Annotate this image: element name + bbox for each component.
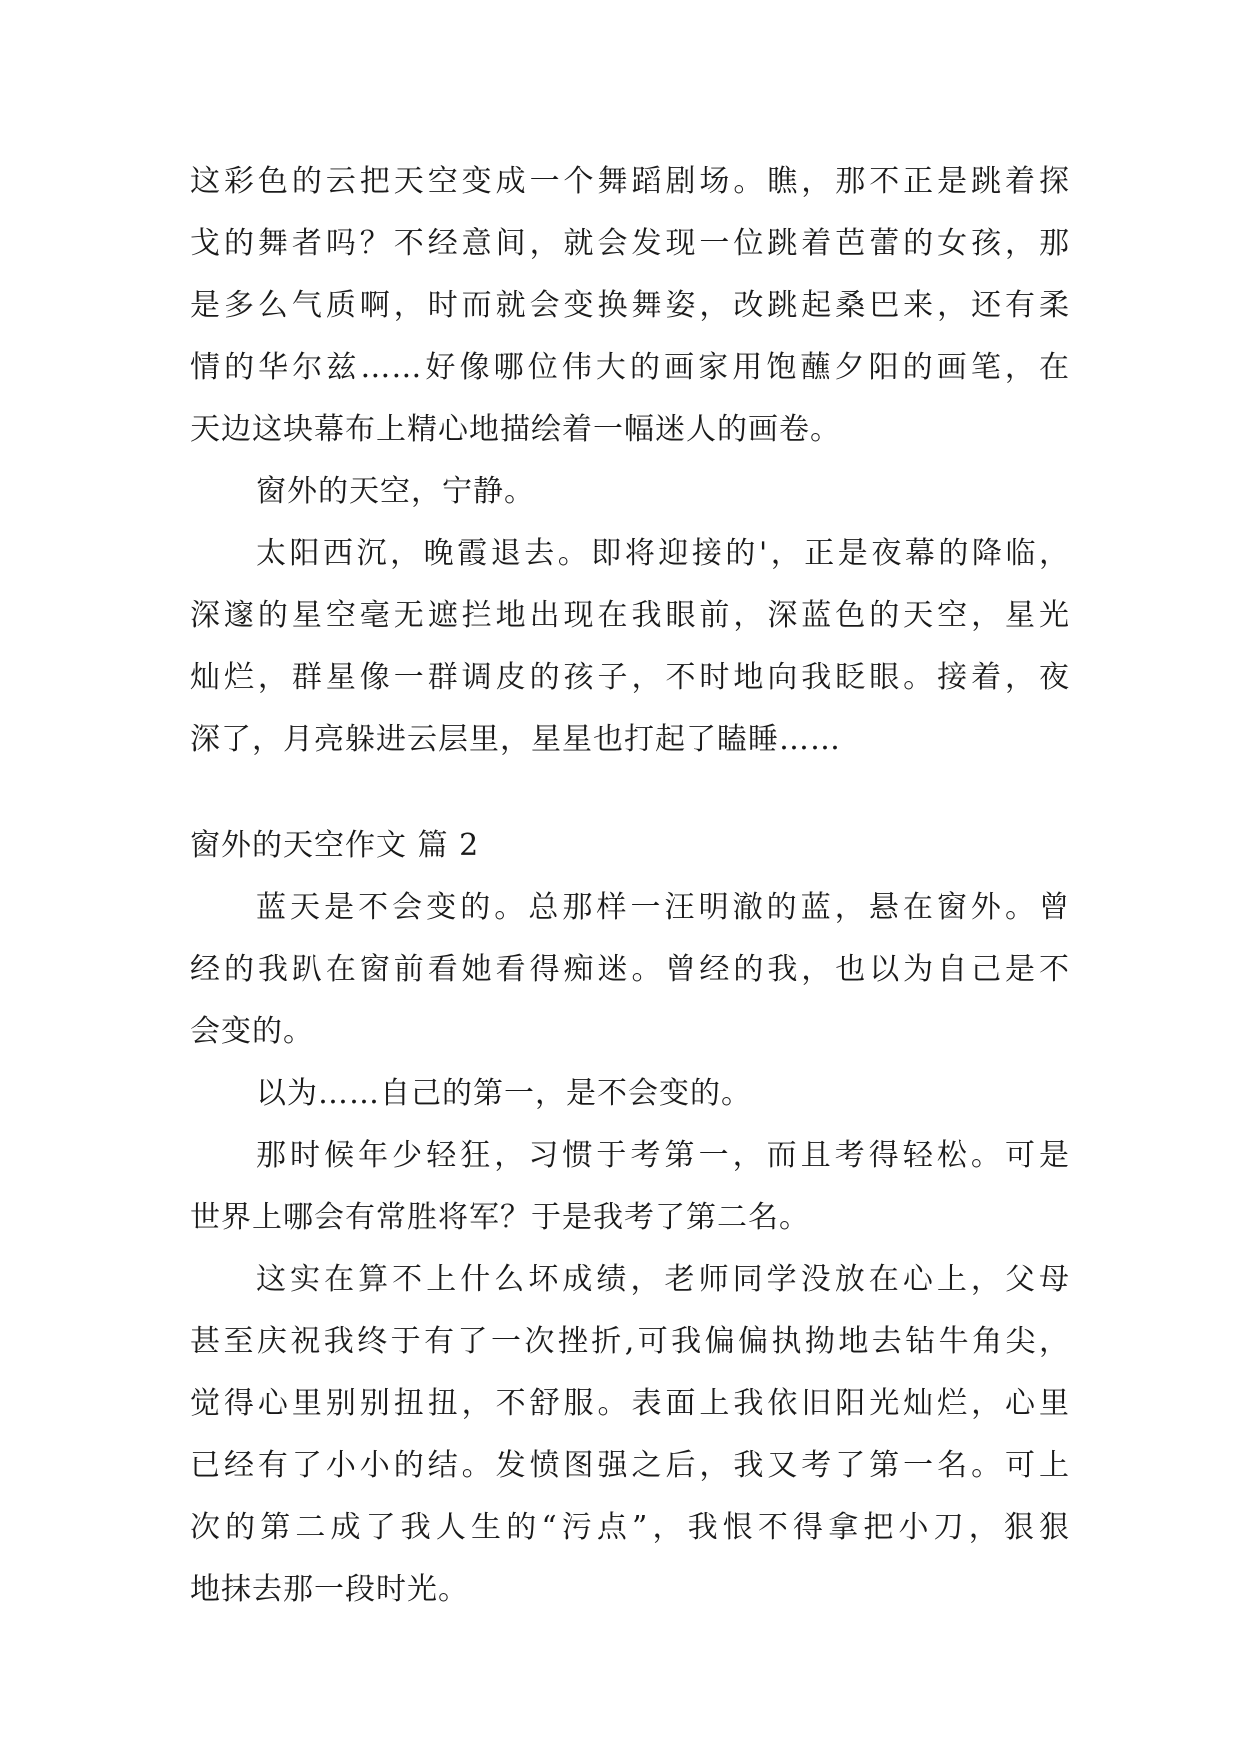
paragraph [190,532,1070,780]
text-line: 这彩色的云把天空变成一个舞蹈剧场。瞧，那不正是跳着探 [190,164,1070,199]
paragraph [190,1072,1070,1134]
text-line: 会变的。 [190,1014,314,1049]
text-line: 情的华尔兹……好像哪位伟大的画家用饱蘸夕阳的画笔，在 [190,350,1070,385]
text-line: 经的我趴在窗前看她看得痴迷。曾经的我，也以为自己是不 [190,952,1070,987]
text-line: 是多么气质啊，时而就会变换舞姿，改跳起桑巴来，还有柔 [190,288,1070,323]
text-line: 窗外的天空，宁静。 [256,474,535,509]
text-line: 太阳西沉，晚霞退去。即将迎接的'，正是夜幕的降临， [256,536,1070,571]
text-line: 世界上哪会有常胜将军？于是我考了第二名。 [190,1200,810,1235]
paragraph [190,160,1070,470]
text-line: 天边这块幕布上精心地描绘着一幅迷人的画卷。 [190,412,841,447]
text-line: 深邃的星空毫无遮拦地出现在我眼前，深蓝色的天空，星光 [190,598,1070,633]
paragraph [190,1134,1070,1258]
text-line: 地抹去那一段时光。 [190,1572,469,1607]
text-line: 那时候年少轻狂，习惯于考第一，而且考得轻松。可是 [256,1138,1070,1173]
document-page [190,160,1070,1630]
section-heading: 窗外的天空作文 篇 2 [190,828,480,863]
text-line: 蓝天是不会变的。总那样一汪明澈的蓝，悬在窗外。曾 [256,890,1070,925]
text-line: 戈的舞者吗？不经意间，就会发现一位跳着芭蕾的女孩，那 [190,226,1070,261]
paragraph [190,1258,1070,1630]
paragraph [190,470,1070,532]
text-line: 觉得心里别别扭扭，不舒服。表面上我依旧阳光灿烂，心里 [190,1386,1070,1421]
text-line: 次的第二成了我人生的“污点”，我恨不得拿把小刀，狠狠 [190,1510,1070,1545]
text-line: 灿烂，群星像一群调皮的孩子，不时地向我眨眼。接着，夜 [190,660,1070,695]
text-line: 已经有了小小的结。发愤图强之后，我又考了第一名。可上 [190,1448,1070,1483]
paragraph [190,886,1070,1072]
text-line: 深了，月亮躲进云层里，星星也打起了瞌睡…… [190,722,841,757]
text-line: 以为……自己的第一，是不会变的。 [256,1076,752,1111]
text-line: 这实在算不上什么坏成绩，老师同学没放在心上，父母 [256,1262,1070,1297]
text-line: 甚至庆祝我终于有了一次挫折,可我偏偏执拗地去钻牛角尖， [190,1324,1070,1359]
